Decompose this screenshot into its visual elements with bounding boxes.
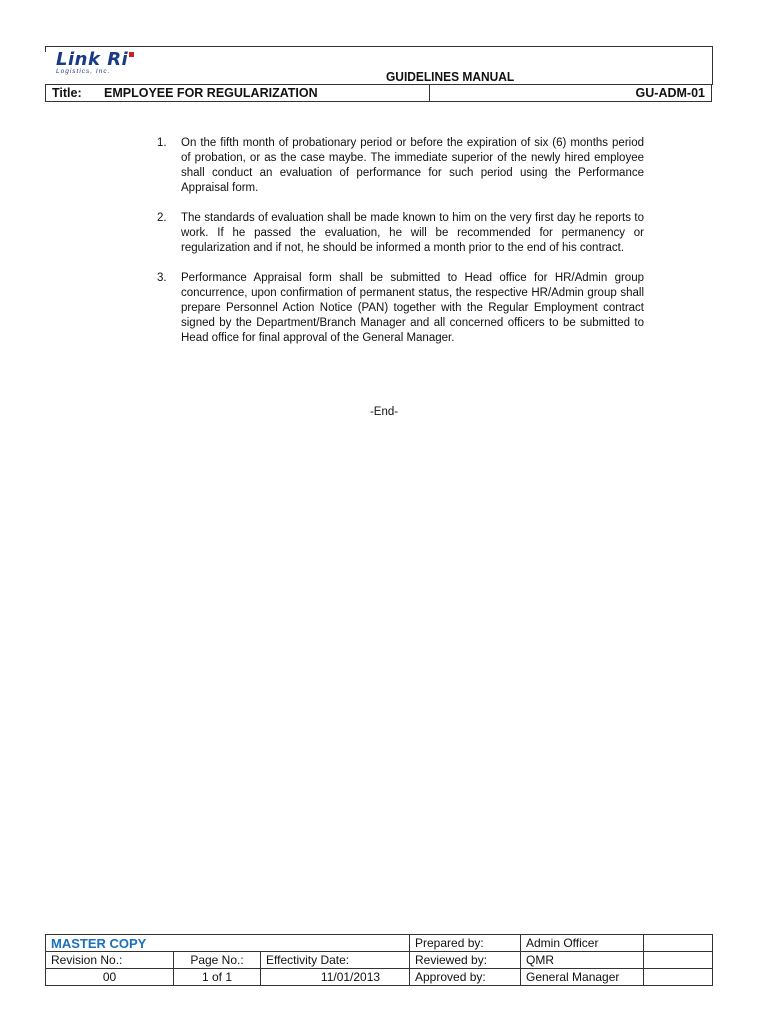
list-item [150, 211, 644, 256]
prepared-by-label: Prepared by: [410, 935, 521, 952]
reviewed-by-label: Reviewed by: [410, 952, 521, 969]
document-code: GU-ADM-01 [635, 86, 705, 100]
list-item [150, 271, 644, 346]
item-text: The standards of evaluation shall be made known to him on the very first day he reports to work. If he passed the evaluation, he will be recommended for permanency or regularization and if not, he should be informed a month prior to the end of his contract. [181, 212, 644, 254]
effectivity-label: Effectivity Date: [261, 952, 410, 969]
approved-by-value: General Manager [521, 969, 644, 986]
item-number: 1. [157, 137, 167, 149]
item-text: On the fifth month of probationary period or before the expiration of six (6) months period of probation, or as the case maybe. The immediate superior of the newly hired employee shall conduct an evaluation of performance for such period using the Performance Appraisal form. [181, 137, 644, 194]
master-copy-label: MASTER COPY [46, 935, 410, 952]
header-corner [45, 46, 46, 52]
item-number: 2. [157, 212, 167, 224]
approved-by-label: Approved by: [410, 969, 521, 986]
page-label: Page No.: [174, 952, 261, 969]
empty-cell [644, 969, 713, 986]
logo-wordmark: Link Ri [56, 49, 129, 70]
item-text: Performance Appraisal form shall be submitted to Head office for HR/Admin group concurrence, upon confirmation of permanent status, the respective HR/Admin group shall prepare Personnel Action Notice (PAN) together with the Regular Employment contract signed by the Department/Branch Manager and all concerned officers to be submitted to Head office for final approval of the General Manager. [181, 272, 644, 344]
document-title: EMPLOYEE FOR REGULARIZATION [104, 86, 318, 100]
logo-name [56, 51, 176, 69]
page-value: 1 of 1 [174, 969, 261, 986]
list-item [150, 136, 644, 196]
effectivity-value: 11/01/2013 [261, 969, 410, 986]
company-logo [56, 51, 176, 77]
revision-label: Revision No.: [46, 952, 174, 969]
title-row [45, 84, 712, 102]
title-label: Title: [52, 86, 82, 100]
title-divider [429, 85, 430, 101]
empty-cell [644, 935, 713, 952]
end-marker: -End- [369, 406, 399, 418]
empty-cell [644, 952, 713, 969]
revision-value: 00 [46, 969, 174, 986]
item-number: 3. [157, 272, 167, 284]
manual-title: GUIDELINES MANUAL [386, 69, 515, 84]
logo-subtitle: Logistics, Inc. [56, 68, 111, 75]
reviewed-by-value: QMR [521, 952, 644, 969]
guideline-list [150, 136, 644, 361]
document-control-table [45, 934, 713, 986]
prepared-by-value: Admin Officer [521, 935, 644, 952]
